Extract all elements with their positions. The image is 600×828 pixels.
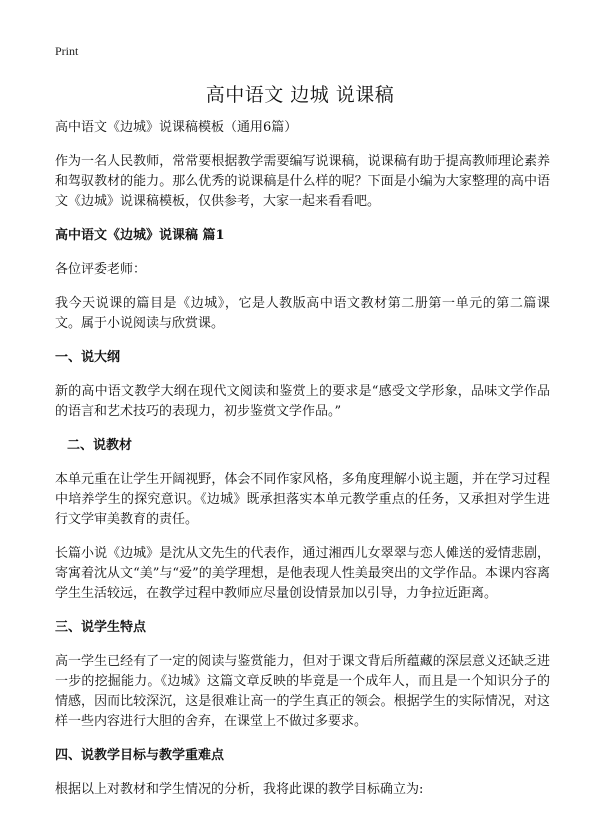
page-title: 高中语文 边城 说课稿	[205, 84, 395, 106]
materials-paragraph-2: 长篇小说《边城》是沈从文先生的代表作，通过湘西儿女翠翠与恋人傩送的爱情悲剧，寄寓着沈从文“美”与“爱”的美学理想，是他表现人性美最突出的文学作品。本课内容离学生生活较远，在教学过程中教师应尽量创设情景加以引导，力争拉近距离。	[55, 546, 550, 601]
section-heading-materials: 二、说教材	[67, 438, 133, 453]
intro-paragraph: 作为一名人民教师，常常要根据教学需要编写说课稿，说课稿有助于提高教师理论素养和驾驭教材的能力。那么优秀的说课稿是什么样的呢？下面是小编为大家整理的高中语文《边城》说课稿模板，仅供参考，大家一起来看看吧。	[55, 154, 550, 209]
article-heading: 高中语文《边城》说课稿 篇1	[55, 228, 225, 243]
greeting: 各位评委老师：	[55, 262, 147, 277]
article-body	[55, 118, 550, 814]
materials-paragraph-1: 本单元重在让学生开阔视野，体会不同作家风格，多角度理解小说主题，并在学习过程中培养学生的探究意识。《边城》既承担落实本单元教学重点的任务，又承担对学生进行文学审美教育的责任。	[55, 472, 550, 527]
article-subtitle: 高中语文《边城》说课稿模板（通用6篇）	[55, 120, 298, 135]
topic-paragraph: 我今天说课的篇目是《边城》，它是人教版高中语文教材第二册第一单元的第二篇课文。属于小说阅读与欣赏课。	[55, 296, 550, 331]
section-heading-students: 三、说学生特点	[55, 620, 147, 635]
print-link[interactable]: Print	[55, 44, 79, 58]
section-heading-objectives: 四、说教学目标与教学重难点	[55, 748, 225, 763]
section-heading-syllabus: 一、说大纲	[55, 350, 121, 365]
students-paragraph: 高一学生已经有了一定的阅读与鉴赏能力，但对于课文背后所蕴藏的深层意义还缺乏进一步的挖掘能力。《边城》这篇文章反映的毕竟是一个成年人，而且是一个知识分子的情感，因而比较深沉，这是很难让高一的学生真正的领会。根据学生的实际情况，对这样一些内容进行大胆的舍弃，在课堂上不做过多要求。	[55, 654, 550, 729]
syllabus-paragraph: 新的高中语文教学大纲在现代文阅读和鉴赏上的要求是“感受文学形象，品味文学作品的语言和艺术技巧的表现力，初步鉴赏文学作品。”	[55, 384, 550, 419]
objectives-paragraph: 根据以上对教材和学生情况的分析，我将此课的教学目标确立为:	[55, 782, 424, 797]
